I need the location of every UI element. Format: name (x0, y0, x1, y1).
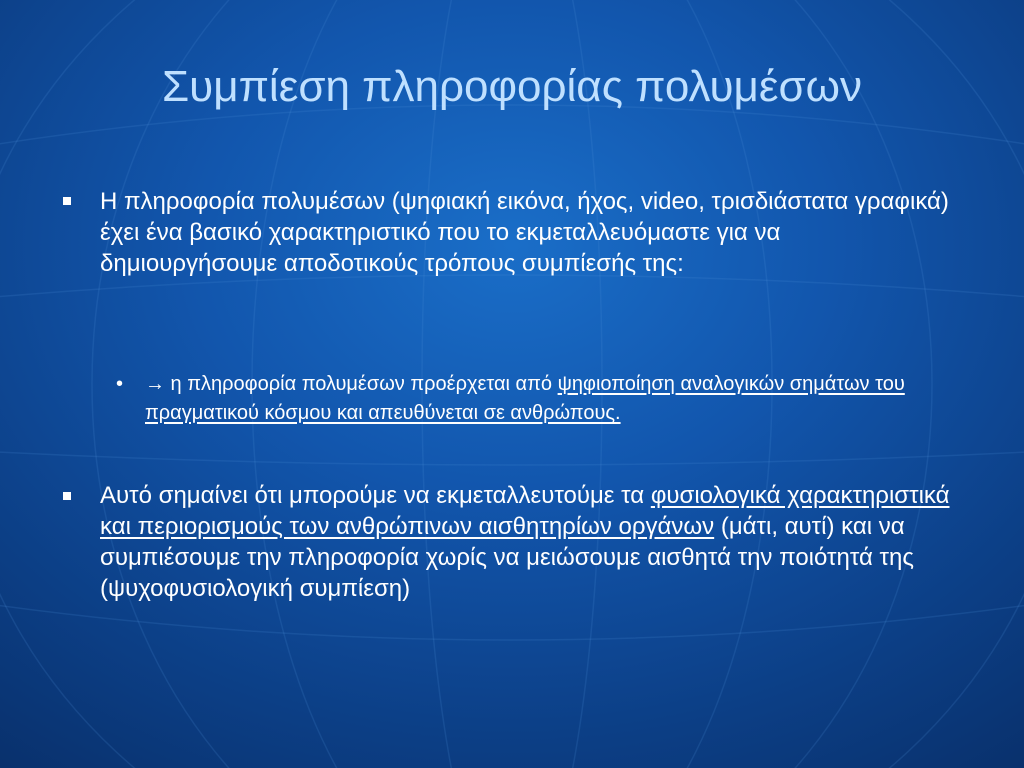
sub-bullet-paragraph (145, 370, 985, 428)
sub-bullet-text: η πληροφορία πολυμέσων προέρχεται από (165, 373, 558, 395)
slide-title: Συμπίεση πληροφορίας πολυμέσων (161, 62, 863, 111)
sub-bullet-underlined-text: ψηφιοποίηση αναλογικών σημάτων του πραγματικού κόσμου και απευθύνεται σε ανθρώπους. (145, 373, 905, 424)
bullet-square-icon (63, 492, 71, 500)
bullet-paragraph-2 (100, 480, 980, 604)
bullet2-text-after: (μάτι, αυτί) και να συμπιέσουμε την πληροφορία χωρίς να μειώσουμε αισθητά την ποιότητά της (ψυχοφυσιολογική συμπίεση) (100, 513, 914, 602)
right-arrow-icon: → (145, 373, 165, 395)
bullet2-text-before: Αυτό σημαίνει ότι μπορούμε να εκμεταλλευτούμε τα (100, 482, 651, 509)
bullet2-underlined-text: φυσιολογικά χαρακτηριστικά και περιορισμούς των ανθρώπινων αισθητηρίων οργάνων (100, 482, 950, 540)
sub-bullet-dot: • (116, 373, 124, 395)
bullet-square-icon (63, 197, 71, 205)
bullet-paragraph-1: Η πληροφορία πολυμέσων (ψηφιακή εικόνα, ήχος, video, τρισδιάστατα γραφικά) έχει ένα βασικό χαρακτηριστικό που το εκμεταλλευόμαστε για να δημιουργήσουμε αποδοτικούς τρόπους συμπίεσής της: (100, 188, 949, 277)
